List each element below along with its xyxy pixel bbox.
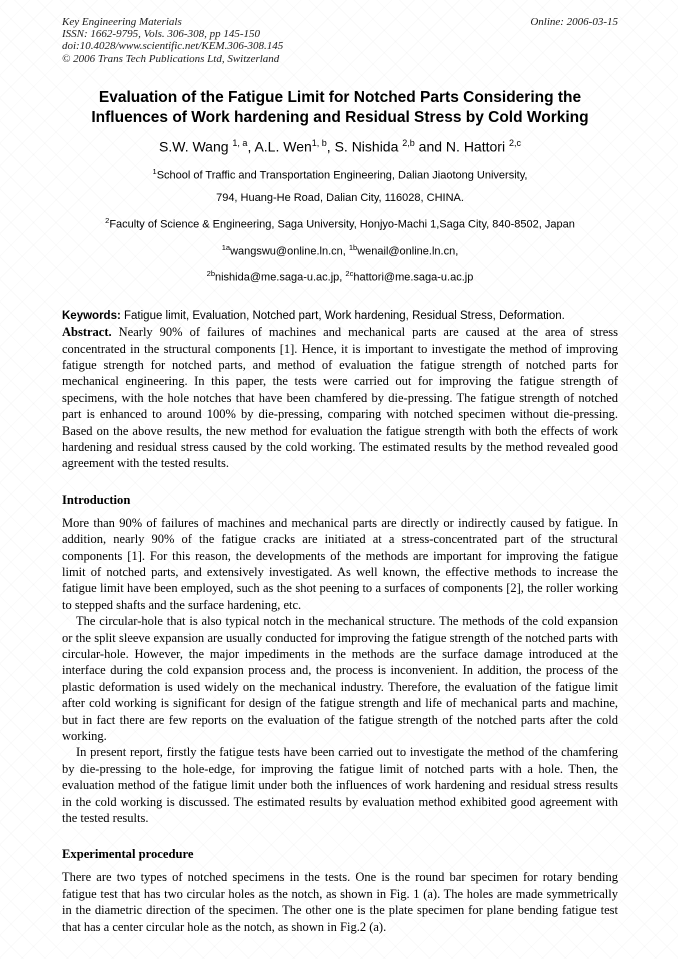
email-marker: 2c xyxy=(345,269,354,279)
keywords-text: Fatigue limit, Evaluation, Notched part, Work hardening, Residual Stress, Deformation. xyxy=(124,310,565,323)
affiliation-1 xyxy=(62,165,618,183)
header-left-block xyxy=(62,16,283,65)
author-affil-marker: 2,b xyxy=(402,137,415,148)
paper-title-line-1: Evaluation of the Fatigue Limit for Notched Parts Considering the xyxy=(98,88,582,106)
section-heading-introduction: Introduction xyxy=(62,492,131,507)
author-name: , S. Nishida xyxy=(326,138,403,155)
affil-marker: 2 xyxy=(105,216,110,226)
experimental-paragraph-1: There are two types of notched specimens in the tests. One is the round bar specimen for rotary bending fatigue test that has two circular holes as the notch, as shown in Fig. 1 (a). The holes are made symmetrically in the diametric direction of the specimen. The other one is the plate specimen for plane bending fatigue test that has a center circular hole as the notch, as shown in Fig.2 (a). xyxy=(62,870,618,934)
author-affil-marker: 2,c xyxy=(508,137,521,148)
intro-paragraph-2: The circular-hole that is also typical notch in the mechanical structure. The methods of the cold expansion or the split sleeve expansion are usually conducted for improving the fatigue strength of the notched parts with circular-hole. However, the major impediments in the methods are the surface damage introduced at the interface during the cold expansion process and, the process is inconvenient. In addition, the process of the plastic deformation is used widely on the mechanical industry. Therefore, the evaluation of the fatigue limit after cold working is significant for design of the fatigue strength and life of mechanical parts and machine, but in fact there are few reports on the evaluation of the fatigue strength of the notched parts after the cold working. xyxy=(62,614,618,744)
email-line-2 xyxy=(62,267,618,285)
email-address: wangswu@online.ln.cn, xyxy=(230,245,349,258)
email-address: nishida@me.saga-u.ac.jp, xyxy=(215,272,346,285)
intro-paragraph-3: In present report, firstly the fatigue tests have been carried out to investigate the method of the chamfering by die-pressing to the hole-edge, for improving the fatigue limit of notched parts with a hole. Then, the evaluation method of the fatigue limit under both the influences of work hardening and residual stress results in the cold working is discussed. The estimated results by evaluation method exhibited good agreement with the tested results. xyxy=(62,745,618,826)
journal-name: Key Engineering Materials xyxy=(62,16,182,28)
email-address: hattori@me.saga-u.ac.jp xyxy=(353,272,474,285)
author-name: and N. Hattori xyxy=(414,138,509,155)
affiliation-text: Faculty of Science & Engineering, Saga University, Honjyo-Machi 1,Saga City, 840-8502, Japan xyxy=(109,218,575,231)
keywords-label: Keywords: xyxy=(62,310,121,323)
author-name: , A.L. Wen xyxy=(247,138,312,155)
issn-line: ISSN: 1662-9795, Vols. 306-308, pp 145-150 xyxy=(62,28,260,41)
authors-line xyxy=(62,134,618,157)
abstract-label: Abstract. xyxy=(62,325,112,340)
online-date: Online: 2006-03-15 xyxy=(530,16,618,28)
keywords-line xyxy=(62,309,618,324)
email-address: wenail@online.ln.cn, xyxy=(357,245,459,258)
copyright-line: © 2006 Trans Tech Publications Ltd, Switzerland xyxy=(62,52,280,65)
email-marker: 2b xyxy=(206,269,215,279)
doi-line: doi:10.4028/www.scientific.net/KEM.306-308.145 xyxy=(62,40,284,53)
paper-title-line-2: Influences of Work hardening and Residual Stress by Cold Working xyxy=(91,108,589,126)
author-name: S.W. Wang xyxy=(159,138,233,155)
paper-title xyxy=(62,88,618,128)
affiliation-text: School of Traffic and Transportation Engineering, Dalian Jiaotong University, xyxy=(156,170,528,183)
author-affil-marker: 1, a xyxy=(232,137,248,148)
affil-marker: 1 xyxy=(152,167,157,177)
section-heading-experimental-procedure: Experimental procedure xyxy=(62,847,194,862)
page-header xyxy=(62,16,618,65)
abstract-text: Nearly 90% of failures of machines and mechanical parts are caused at the area of stress concentrated in the structural components [1]. Hence, it is important to investigate the method of improving fatigue strength for notched parts, and method of evaluation the fatigue strength of notched parts for mechanical engineering. In this paper, the tests were carried out for improving the fatigue strength of specimens, with the hole notches that have been chamfered by die-pressing. The fatigue strength of notched part is enhanced to around 100% by die-pressing, comparing with notched specimen without die-pressing. Based on the above results, the new method for evaluation the fatigue strength with both the effects of work hardening and residual stress caused by the cold working. The estimated results by the method revealed good agreement with the tested results. xyxy=(62,325,619,471)
email-marker: 1b xyxy=(348,242,358,252)
abstract-paragraph xyxy=(62,324,618,472)
affiliation-2 xyxy=(62,214,618,232)
intro-paragraph-1: More than 90% of failures of machines and mechanical parts are directly or indirectly caused by fatigue. In addition, nearly 90% of the fatigue cracks are initiated at a stress-concentrated part of the structural components [1]. For this reason, the developments of the methods are important for improving the fatigue limit of notched parts, and extensively investigated. As well known, the effective methods to increase the fatigue limit have been employed, such as the shot peening to a surfaces of components [2], the roller working to stepped shafts and the surface hardening, etc. xyxy=(62,515,618,612)
author-affil-marker: 1, b xyxy=(311,137,327,148)
email-line-1 xyxy=(62,241,618,259)
email-marker: 1a xyxy=(221,242,231,252)
affiliation-address: 794, Huang-He Road, Dalian City, 116028, CHINA. xyxy=(216,192,464,205)
